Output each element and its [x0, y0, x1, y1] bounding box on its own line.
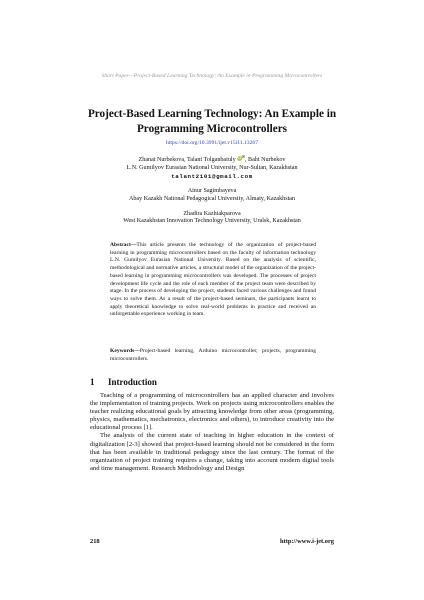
abstract-text: This article presents the technology of the organization of project-based learning in programming microcontrollers based on the faculty of information technology L.N. Gumilyov Eurasian National University. Based on the analysis of scientific, methodological and normative articles, a structural model of the organization of the project-based learning in programming microcontrollers was developed. The processes of project development life cycle and the role of each member of the project team were described by stage. In the process of developing the project, students faced various challenges and found ways to solve them. As a result of the project-based seminars, the participants learnt to apply theoretical knowledge to solve real-world problems in practice and received an unforgettable experience working in team. [110, 242, 316, 318]
author-line-1 [0, 153, 424, 165]
paper-title-line-2: Programming Microcontrollers [136, 122, 288, 135]
paragraph-1: Teaching of a programming of microcontrollers has an applied character and involves the implementation of training projects. Work on projects using microcontrollers enables the teacher realizing educational goals by attracting knowledge from other areas (programming, physics, mathematics, mechatronics, electronics and others), to introduce creativity into the educational process [1]. [90, 392, 334, 432]
body-text [90, 392, 334, 473]
keywords-text: Project-based learning, Arduino microcontroller, projects, programming microcontrollers. [110, 348, 316, 362]
author-names-1-suffix: , Baht Nurbekov [244, 157, 286, 163]
affiliation-2: Abay Kazakh National Pedagogical University, Almaty, Kazakhstan [128, 195, 296, 202]
author-3: Zhadira Kazhiakparova [183, 210, 241, 217]
paper-title-line-1: Project-Based Learning Technology: An Example in [87, 108, 337, 120]
running-head: Short Paper—Project-Based Learning Technology: An Example in Programming Microcontrollers [101, 73, 323, 79]
author-block [0, 153, 424, 226]
corresponding-mark: ✉ [241, 154, 245, 159]
section-heading [90, 377, 157, 387]
paragraph-2: The analysis of the current state of teaching in higher education in the context of digitalization [2-3] showed that project-based learning should not be considered in the form that has been available in traditional pedagogy since the last century. The format of the organization of project training requires a change, taking into account modern digital tools and time management. Research Methodology and Design [90, 432, 334, 472]
author-email[interactable]: talant2101@gmail.com [171, 172, 253, 180]
keywords-label: Keywords— [110, 348, 140, 354]
journal-url[interactable]: http://www.i-jet.org [280, 538, 334, 545]
author-2: Ainur Sagimbayeva [187, 187, 237, 194]
affiliation-1: L.N. Gumilyov Eurasian National University, Nur-Sultan, Kazakhstan [126, 164, 298, 171]
doi-link[interactable]: https://doi.org/10.3991/ijet.v15i11.13267 [166, 140, 258, 146]
orcid-icon[interactable]: iD [237, 156, 241, 160]
affiliation-3: West Kazakhstan Innovation Technology University, Uralsk, Kazakhstan [123, 218, 301, 225]
section-title: Introduction [108, 377, 157, 387]
page-number: 218 [90, 538, 100, 545]
paper-title [60, 107, 364, 136]
keywords [110, 348, 316, 363]
abstract-label: Abstract— [110, 242, 137, 248]
section-number: 1 [90, 377, 95, 387]
author-names-1: Zhanat Nurbekova, Talant Tolganbaiuly [138, 157, 236, 163]
abstract [110, 242, 316, 319]
